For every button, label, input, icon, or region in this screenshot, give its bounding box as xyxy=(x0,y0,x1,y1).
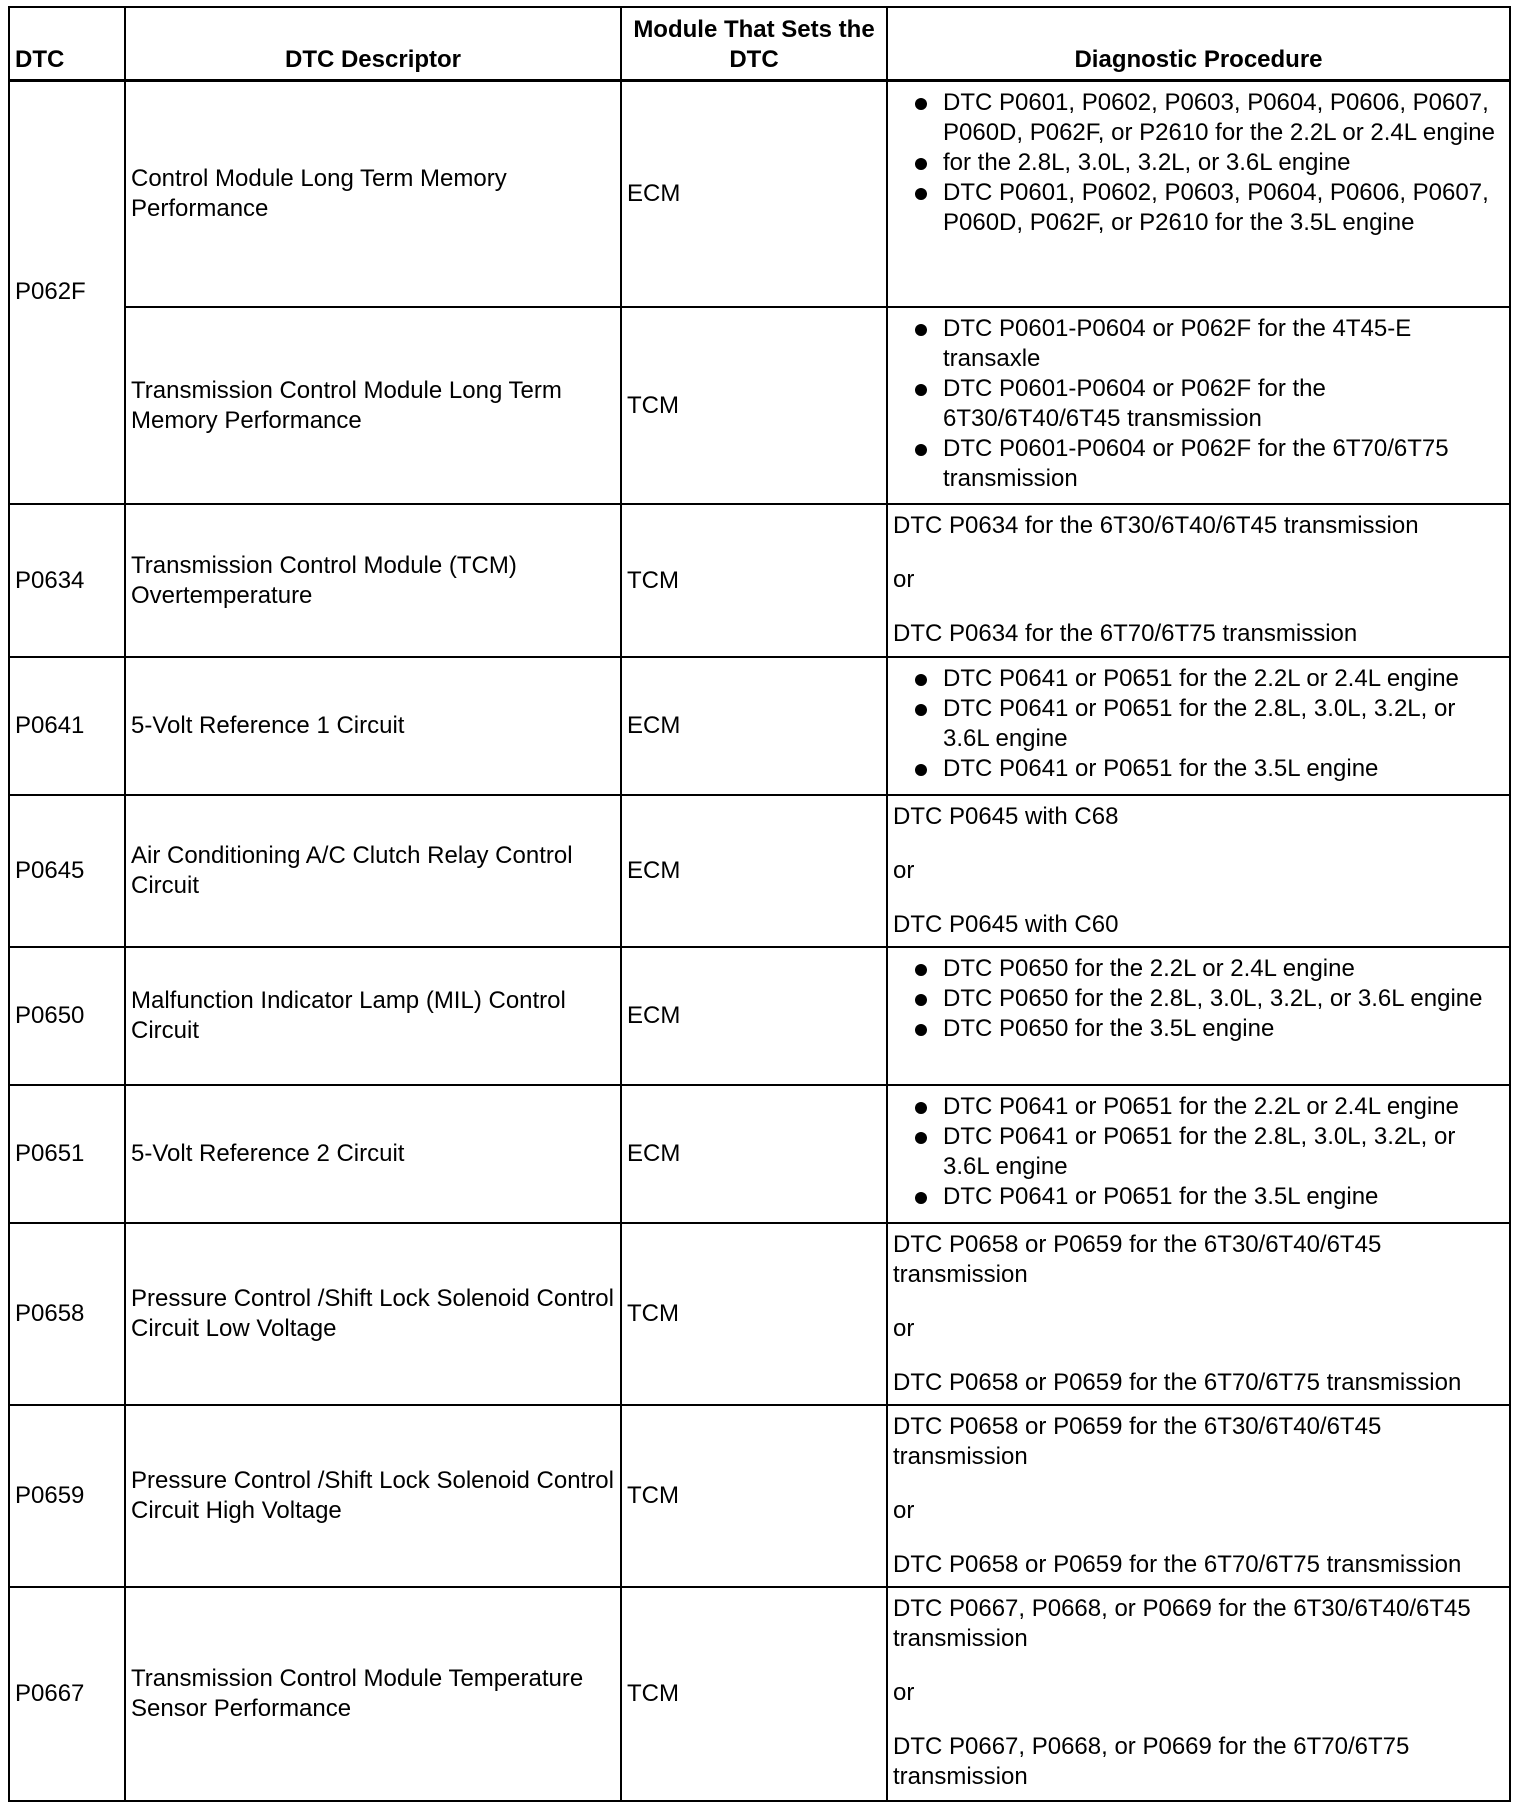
header-dtc: DTC xyxy=(9,7,125,80)
table-row xyxy=(9,1085,1510,1223)
dtc-descriptor: Control Module Long Term Memory Performance xyxy=(125,80,621,307)
dtc-code: P062F xyxy=(9,80,125,504)
procedure-link[interactable]: DTC P0641 or P0651 for the 3.5L engine xyxy=(893,754,1504,784)
header-module: Module That Sets the DTC xyxy=(621,7,887,80)
procedure-link[interactable]: DTC P0641 or P0651 for the 2.8L, 3.0L, 3.2L, or 3.6L engine xyxy=(893,1122,1504,1182)
procedure-list xyxy=(893,664,1504,784)
header-procedure: Diagnostic Procedure xyxy=(887,7,1510,80)
module-cell: ECM xyxy=(621,1085,887,1223)
table-row xyxy=(9,1223,1510,1405)
module-cell: TCM xyxy=(621,1587,887,1801)
dtc-code: P0667 xyxy=(9,1587,125,1801)
procedure-link[interactable]: DTC P0667, P0668, or P0669 for the 6T30/6T40/6T45 transmission xyxy=(893,1595,1471,1652)
dtc-descriptor: Transmission Control Module Long Term Memory Performance xyxy=(125,307,621,504)
or-separator: or xyxy=(893,1497,915,1524)
diagnostic-procedure xyxy=(887,657,1510,795)
dtc-code: P0641 xyxy=(9,657,125,795)
or-separator: or xyxy=(893,857,915,884)
procedure-link[interactable]: DTC P0645 with C60 xyxy=(893,911,1119,938)
module-cell: TCM xyxy=(621,504,887,657)
header-descriptor: DTC Descriptor xyxy=(125,7,621,80)
module-cell: TCM xyxy=(621,1223,887,1405)
procedure-link[interactable]: DTC P0601, P0602, P0603, P0604, P0606, P0607, P060D, P062F, or P2610 for the 2.2L or 2.4L engine xyxy=(893,88,1504,148)
diagnostic-procedure xyxy=(887,1223,1510,1405)
module-cell: ECM xyxy=(621,795,887,947)
procedure-link[interactable]: DTC P0658 or P0659 for the 6T70/6T75 transmission xyxy=(893,1369,1462,1396)
diagnostic-procedure xyxy=(887,307,1510,504)
dtc-code: P0659 xyxy=(9,1405,125,1587)
procedure-link[interactable]: DTC P0650 for the 2.2L or 2.4L engine xyxy=(893,954,1504,984)
procedure-link[interactable]: DTC P0658 or P0659 for the 6T30/6T40/6T45 transmission xyxy=(893,1413,1382,1470)
dtc-code: P0645 xyxy=(9,795,125,947)
dtc-descriptor: Air Conditioning A/C Clutch Relay Control Circuit xyxy=(125,795,621,947)
diagnostic-procedure xyxy=(887,1085,1510,1223)
procedure-list xyxy=(893,1092,1504,1212)
table-row xyxy=(9,795,1510,947)
dtc-code: P0634 xyxy=(9,504,125,657)
procedure-link[interactable]: DTC P0634 for the 6T70/6T75 transmission xyxy=(893,620,1358,647)
dtc-descriptor: Transmission Control Module Temperature Sensor Performance xyxy=(125,1587,621,1801)
procedure-list xyxy=(893,954,1504,1044)
procedure-link[interactable]: DTC P0641 or P0651 for the 3.5L engine xyxy=(893,1182,1504,1212)
dtc-table xyxy=(8,6,1511,1802)
procedure-link[interactable]: for the 2.8L, 3.0L, 3.2L, or 3.6L engine xyxy=(893,148,1504,178)
dtc-descriptor: Transmission Control Module (TCM) Overtemperature xyxy=(125,504,621,657)
diagnostic-procedure xyxy=(887,504,1510,657)
table-row xyxy=(9,657,1510,795)
dtc-descriptor: Pressure Control /Shift Lock Solenoid Control Circuit High Voltage xyxy=(125,1405,621,1587)
dtc-code: P0651 xyxy=(9,1085,125,1223)
table-row xyxy=(9,504,1510,657)
module-cell: TCM xyxy=(621,307,887,504)
table-row xyxy=(9,947,1510,1085)
procedure-link[interactable]: DTC P0601-P0604 or P062F for the 6T30/6T40/6T45 transmission xyxy=(893,374,1504,434)
procedure-link[interactable]: DTC P0601-P0604 or P062F for the 4T45-E transaxle xyxy=(893,314,1504,374)
table-row xyxy=(9,80,1510,307)
procedure-link[interactable]: DTC P0634 for the 6T30/6T40/6T45 transmission xyxy=(893,512,1419,539)
diagnostic-procedure xyxy=(887,795,1510,947)
dtc-descriptor: Malfunction Indicator Lamp (MIL) Control Circuit xyxy=(125,947,621,1085)
procedure-link[interactable]: DTC P0641 or P0651 for the 2.8L, 3.0L, 3.2L, or 3.6L engine xyxy=(893,694,1504,754)
procedure-link[interactable]: DTC P0650 for the 3.5L engine xyxy=(893,1014,1504,1044)
procedure-list xyxy=(893,88,1504,238)
dtc-descriptor: 5-Volt Reference 1 Circuit xyxy=(125,657,621,795)
module-cell: ECM xyxy=(621,80,887,307)
dtc-code: P0658 xyxy=(9,1223,125,1405)
procedure-link[interactable]: DTC P0601-P0604 or P062F for the 6T70/6T75 transmission xyxy=(893,434,1504,494)
procedure-link[interactable]: DTC P0658 or P0659 for the 6T70/6T75 transmission xyxy=(893,1551,1462,1578)
procedure-link[interactable]: DTC P0658 or P0659 for the 6T30/6T40/6T45 transmission xyxy=(893,1231,1382,1288)
dtc-descriptor: 5-Volt Reference 2 Circuit xyxy=(125,1085,621,1223)
or-separator: or xyxy=(893,1315,915,1342)
module-cell: TCM xyxy=(621,1405,887,1587)
or-separator: or xyxy=(893,1679,915,1706)
procedure-link[interactable]: DTC P0641 or P0651 for the 2.2L or 2.4L engine xyxy=(893,1092,1504,1122)
dtc-descriptor: Pressure Control /Shift Lock Solenoid Control Circuit Low Voltage xyxy=(125,1223,621,1405)
module-cell: ECM xyxy=(621,657,887,795)
procedure-link[interactable]: DTC P0645 with C68 xyxy=(893,803,1119,830)
table-row xyxy=(9,1405,1510,1587)
diagnostic-procedure xyxy=(887,1405,1510,1587)
table-row xyxy=(9,307,1510,504)
procedure-link[interactable]: DTC P0667, P0668, or P0669 for the 6T70/6T75 transmission xyxy=(893,1733,1410,1790)
procedure-list xyxy=(893,314,1504,494)
dtc-code: P0650 xyxy=(9,947,125,1085)
header-row xyxy=(9,7,1510,80)
diagnostic-procedure xyxy=(887,947,1510,1085)
module-cell: ECM xyxy=(621,947,887,1085)
or-separator: or xyxy=(893,566,915,593)
diagnostic-procedure xyxy=(887,80,1510,307)
table-row xyxy=(9,1587,1510,1801)
procedure-link[interactable]: DTC P0650 for the 2.8L, 3.0L, 3.2L, or 3.6L engine xyxy=(893,984,1504,1014)
procedure-link[interactable]: DTC P0641 or P0651 for the 2.2L or 2.4L engine xyxy=(893,664,1504,694)
procedure-link[interactable]: DTC P0601, P0602, P0603, P0604, P0606, P0607, P060D, P062F, or P2610 for the 3.5L engine xyxy=(893,178,1504,238)
diagnostic-procedure xyxy=(887,1587,1510,1801)
